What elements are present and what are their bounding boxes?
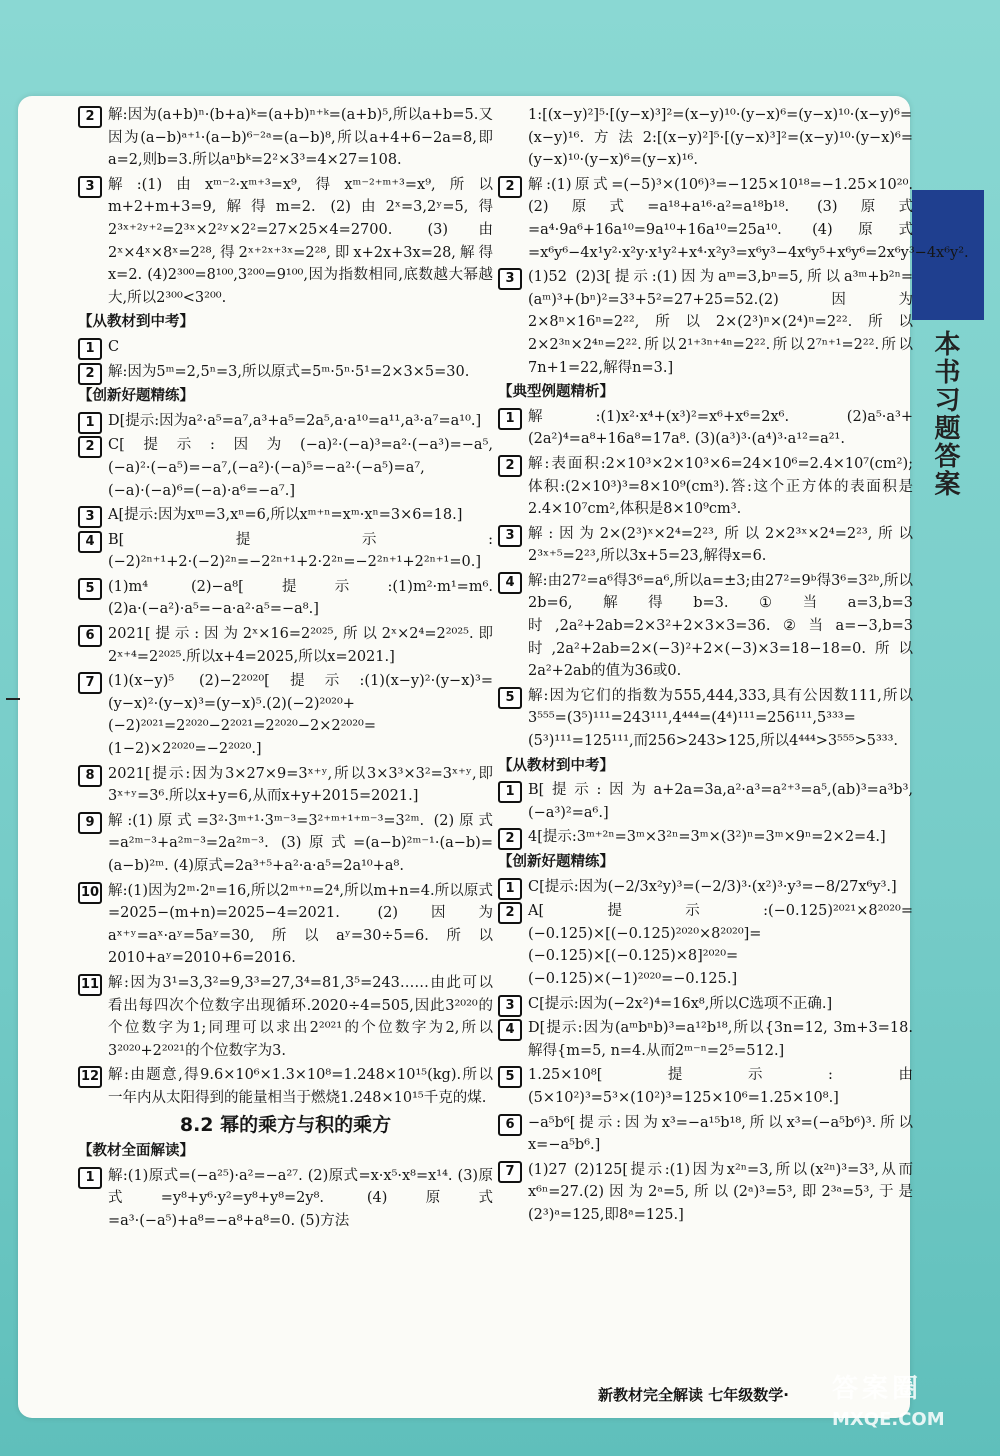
item-number: 4 [498, 1019, 522, 1041]
item-number: 2 [498, 455, 522, 477]
answer-text: 解:因为它们的指数为555,444,333,具有公因数111,所以3⁵⁵⁵=(3⁵)¹¹¹=243¹¹¹,4⁴⁴⁴=(4⁴)¹¹¹=256¹¹¹,5³³³=(5³)¹¹¹=125¹¹¹,而256>243>125,所以4⁴⁴⁴>3⁵⁵⁵>5³³³. [528, 687, 913, 750]
answer-item [78, 810, 493, 878]
answer-text: (1)27 (2)125[提示:(1)因为x²ⁿ=3,所以(x²ⁿ)³=3³,从而x⁶ⁿ=27.(2)因为2ᵃ=5,所以(2ᵃ)³=5³,即2³ᵃ=5³,于是(2³)ᵃ=125,即8ᵃ=125.] [528, 1161, 913, 1223]
item-number: 1 [78, 1167, 102, 1189]
item-number: 1 [498, 408, 522, 430]
answer-item [498, 900, 913, 990]
item-number: 4 [78, 531, 102, 553]
item-number: 2 [498, 902, 522, 924]
item-number: 5 [498, 1066, 522, 1088]
answer-text: A[提示:因为xᵐ=3,xⁿ=6,所以xᵐ⁺ⁿ=xᵐ·xⁿ=3×6=18.] [108, 507, 463, 524]
section-heading: 【创新好题精练】 [498, 854, 614, 870]
answer-text: 2021[提示:因为2ˣ×16=2²⁰²⁵,所以2ˣ×2⁴=2²⁰²⁵.即2ˣ⁺⁴=2²⁰²⁵.所以x+4=2025,所以x=2021.] [108, 626, 493, 665]
answer-text: B[提示:因为a+2a=3a,a²·a³=a²⁺³=a⁵,(ab)³=a³b³,(−a³)²=a⁶.] [528, 782, 913, 821]
answer-text: (1)m⁴ (2)−a⁸[提示:(1)m²·m¹=m⁶.(2)a·(−a²)·a⁵=−a·a²·a⁵=−a⁸.] [108, 578, 493, 618]
side-tab-label: 本书习题答案 [930, 330, 960, 498]
item-number: 2 [498, 176, 522, 198]
item-number: 3 [78, 506, 102, 528]
answer-text: 解:表面积:2×10³×2×10³×6=24×10⁶=2.4×10⁷(cm²);体积:(2×10³)³=8×10⁹(cm³).答:这个正方体的表面积是2.4×10⁷cm²,体积是8×10⁹cm³. [528, 455, 913, 518]
item-number: 3 [498, 995, 522, 1017]
answer-item [78, 1064, 493, 1109]
item-number: 4 [498, 572, 522, 594]
margin-mark [6, 698, 20, 700]
answer-text: 解:因为2×(2³)ˣ×2⁴=2²³,所以2×2³ˣ×2⁴=2²³,所以2³ˣ⁺⁵=2²³,所以3x+5=23,解得x=6. [528, 525, 913, 565]
answer-item [498, 1017, 913, 1062]
item-number: 5 [498, 687, 522, 709]
answer-item [498, 266, 913, 379]
item-number: 6 [78, 625, 102, 647]
answer-text: C[提示:因为(−2x²)⁴=16x⁸,所以C选项不正确.] [528, 995, 833, 1012]
answer-item [498, 570, 913, 683]
answer-text: C[提示:因为(−2/3x²y)³=(−2/3)³·(x²)³·y³=−8/27x⁶y³.] [528, 878, 897, 895]
answer-item [78, 410, 493, 433]
section-heading: 【从教材到中考】 [78, 314, 194, 331]
answer-text: −a⁵b⁶[提示:因为x³=−a¹⁵b¹⁸,所以x³=(−a⁵b⁶)³.所以x=−a⁵b⁶.] [528, 1114, 913, 1154]
answer-text: 解:因为3¹=3,3²=9,3³=27,3⁴=81,3⁵=243……由此可以看出每四次个位数字出现循环.2020÷4=505,因此3²⁰²⁰的个位数字为1;同理可以求出2²⁰²¹的个位数字为2,所以3²⁰²⁰+2²⁰²¹的个位数字为3. [108, 974, 493, 1059]
section-heading: 【教材全面解读】 [78, 1143, 194, 1160]
answer-text: 解:(1)由xᵐ⁻²·xᵐ⁺³=x⁹,得xᵐ⁻²⁺ᵐ⁺³=x⁹,所以m+2+m+3=9,解得m=2. (2)由2ˣ=3,2ʸ=5,得2³ˣ⁺²ʸ⁺²=2³ˣ×2²ʸ×2²=27×25×4=2700. (3)由2ˣ×4ˣ×8ˣ=2²⁸,得2ˣ⁺²ˣ⁺³ˣ=2²⁸,即x+2x+3x=28,解得x=2. (4)2³⁰⁰=8¹⁰⁰,3²⁰⁰=9¹⁰⁰,因为指数相同,底数越大幂越大,所以2³⁰⁰<3²⁰⁰. [108, 176, 493, 306]
answer-item [498, 1159, 913, 1227]
answer-text: (1)52 (2)3[提示:(1)因为aᵐ=3,bⁿ=5,所以a³ᵐ+b²ⁿ=(aᵐ)³+(bⁿ)²=3³+5²=27+25=52.(2)因为2×8ⁿ×16ⁿ=2²²,所以2×(2³)ⁿ×(2⁴)ⁿ=2²².所以2×2³ⁿ×2⁴ⁿ=2²².所以2¹⁺³ⁿ⁺⁴ⁿ=2²².所以2⁷ⁿ⁺¹=2²².所以7n+1=22,解得n=3.] [528, 269, 913, 376]
chapter-title: 8.2 幂的乘方与积的乘方 [179, 1113, 392, 1136]
answer-item [498, 876, 913, 899]
section-heading: 【从教材到中考】 [498, 757, 614, 774]
answer-text: 4[提示:3ᵐ⁺²ⁿ=3ᵐ×3²ⁿ=3ᵐ×(3²)ⁿ=3ᵐ×9ⁿ=2×2=4.] [528, 829, 886, 846]
item-number: 6 [498, 1114, 522, 1136]
item-number: 7 [498, 1161, 522, 1183]
answer-item [78, 670, 493, 760]
answer-continuation [498, 104, 913, 172]
answer-text: 解:(1)因为2ᵐ·2ⁿ=16,所以2ᵐ⁺ⁿ=2⁴,所以m+n=4.所以原式=2025−(m+n)=2025−4=2021. (2)因为aˣ⁺ʸ=aˣ·aʸ=5aʸ=30,所以aʸ=30÷5=6.所以2010+aʸ=2010+6=2016. [108, 882, 493, 967]
answer-item [78, 104, 493, 172]
answer-text: 解:因为5ᵐ=2,5ⁿ=3,所以原式=5ᵐ·5ⁿ·5¹=2×3×5=30. [108, 363, 470, 380]
item-number: 8 [78, 765, 102, 787]
answer-text: D[提示:因为a²·a⁵=a⁷,a³+a⁵=2a⁵,a·a¹⁰=a¹¹,a³·a⁷=a¹⁰.] [108, 412, 482, 429]
answer-item [78, 972, 493, 1062]
item-number: 7 [78, 672, 102, 694]
answer-item [78, 880, 493, 970]
answer-item [498, 453, 913, 521]
answer-item [498, 779, 913, 824]
answer-text: 2021[提示:因为3×27×9=3ˣ⁺ʸ,所以3×3³×3²=3ˣ⁺ʸ,即3ˣ⁺ʸ=3⁶.所以x+y=6,从而x+y+2015=2021.] [108, 765, 493, 805]
item-number: 3 [498, 525, 522, 547]
item-number: 11 [78, 974, 102, 996]
answer-item [78, 529, 493, 574]
item-number: 3 [78, 176, 102, 198]
answer-item [78, 434, 493, 502]
answer-text: B[提示:(−2)²ⁿ⁺¹+2·(−2)²ⁿ=−2²ⁿ⁺¹+2·2²ⁿ=−2²ⁿ⁺¹+2²ⁿ⁺¹=0.] [108, 531, 493, 571]
watermark-url: MXQE.COM [832, 1409, 945, 1430]
answer-text: 解:(1)原式=(−5)³×(10⁶)³=−125×10¹⁸=−1.25×10²⁰. (2)原式=a¹⁸+a¹⁶·a²=a¹⁸b¹⁸. (3)原式=a⁴·9a⁶+16a¹⁰=9a¹⁰+16a¹⁰=25a¹⁰. (4)原式=x⁶y⁶−4x¹y²·x²y·x¹y²+x⁴·x²y³=x⁶y³−4x⁶y⁵+x⁶y⁶=2x⁶y³−4x⁶y². [528, 176, 969, 261]
answer-text: C [108, 338, 120, 355]
answer-text: A[提示:(−0.125)²⁰²¹×8²⁰²⁰=(−0.125)×[(−0.125)²⁰²⁰×8²⁰²⁰]=(−0.125)×[(−0.125)×8]²⁰²⁰=(−0.125)×(−1)²⁰²⁰=−0.125.] [528, 903, 913, 987]
answer-text: C[提示:因为(−a)²·(−a)³=a²·(−a³)=−a⁵,(−a)²·(−a⁵)=−a⁷,(−a²)·(−a)⁵=−a²·(−a⁵)=a⁷,(−a)·(−a)⁶=(−a)·a⁶=−a⁷.] [108, 437, 493, 499]
answer-item [498, 685, 913, 753]
answer-item [498, 406, 913, 451]
item-number: 2 [498, 828, 522, 850]
left-column [78, 104, 493, 1235]
answer-item [498, 523, 913, 568]
answer-item [78, 504, 493, 527]
section-heading: 【典型例题精析】 [498, 384, 614, 401]
answer-item [78, 1165, 493, 1233]
answer-item [498, 993, 913, 1016]
answer-item [498, 1064, 913, 1109]
answer-item [78, 763, 493, 808]
answer-item [498, 1112, 913, 1157]
answer-text: (1)(x−y)⁵ (2)−2²⁰²⁰[提示:(1)(x−y)²·(y−x)³=(y−x)²·(y−x)³=(y−x)⁵.(2)(−2)²⁰²⁰+(−2)²⁰²¹=2²⁰²⁰−2²⁰²¹=2²⁰²⁰−2×2²⁰²⁰=(1−2)×2²⁰²⁰=−2²⁰²⁰.] [108, 673, 493, 758]
watermark-title: 答案圈 [832, 1374, 923, 1404]
item-number: 3 [498, 268, 522, 290]
item-number: 1 [78, 412, 102, 434]
answer-text: 解:由27²=a⁶得3⁶=a⁶,所以a=±3;由27²=9ᵇ得3⁶=3²ᵇ,所以2b=6,解得b=3.①当a=3,b=3时,2a²+2ab=2×3²+2×3×3=36.②当a=−3,b=3时,2a²+2ab=2×(−3)²+2×(−3)×3=18−18=0.所以2a²+2ab的值为36或0. [528, 572, 913, 680]
answer-item [78, 623, 493, 668]
page-footer: 新教材完全解读 七年级数学· [598, 1386, 789, 1404]
item-number: 2 [78, 363, 102, 385]
answer-item [498, 826, 913, 849]
answer-item [78, 174, 493, 310]
item-number: 2 [78, 436, 102, 458]
answer-text: 1.25×10⁸[提示:由(5×10²)³=5³×(10²)³=125×10⁶=1.25×10⁸.] [528, 1067, 913, 1106]
answer-text: 解:由题意,得9.6×10⁶×1.3×10⁸=1.248×10¹⁵(kg).所以一年内从太阳得到的能量相当于燃烧1.248×10¹⁵千克的煤. [108, 1067, 493, 1106]
answer-text: 解:(1)原式=3²·3ᵐ⁺¹·3ᵐ⁻³=3²⁺ᵐ⁺¹⁺ᵐ⁻³=3²ᵐ. (2)原式=a²ᵐ⁻³+a²ᵐ⁻³=2a²ᵐ⁻³. (3)原式=(a−b)²ᵐ⁻¹·(a−b)=(a−b)²ᵐ. (4)原式=2a³⁺⁵+a²·a·a⁵=2a¹⁰+a⁸. [108, 812, 493, 874]
item-number: 9 [78, 812, 102, 834]
item-number: 2 [78, 106, 102, 128]
item-number: 1 [498, 781, 522, 803]
item-number: 12 [78, 1066, 102, 1088]
answer-item [78, 361, 493, 384]
item-number: 5 [78, 578, 102, 600]
section-heading: 【创新好题精练】 [78, 388, 194, 405]
answer-text: 解:因为(a+b)ⁿ·(b+a)ᵏ=(a+b)ⁿ⁺ᵏ=(a+b)⁵,所以a+b=5.又因为(a−b)ᵃ⁺¹·(a−b)⁶⁻²ᵃ=(a−b)⁸,所以a+4+6−2a=8,即a=2,则b=3.所以aⁿbᵏ=2²×3³=4×27=108. [108, 107, 493, 169]
answer-item [78, 576, 493, 621]
answer-text: 解:(1)原式=(−a²⁵)·a²=−a²⁷. (2)原式=x·x⁵·x⁸=x¹⁴. (3)原式=y⁸+y⁶·y²=y⁸+y⁸=2y⁸. (4)原式=a³·(−a⁵)+a⁸=−a⁸+a⁸=0. (5)方法 [108, 1167, 493, 1229]
answer-text: D[提示:因为(aᵐbⁿb)³=a¹²b¹⁸,所以{3n=12, 3m+3=18.解得{m=5, n=4.从而2ᵐ⁻ⁿ=2⁵=512.] [528, 1020, 913, 1059]
watermark-logo [832, 1368, 992, 1452]
answer-item [78, 336, 493, 359]
item-number: 1 [78, 338, 102, 360]
answer-text: 1:[(x−y)²]⁵·[(y−x)³]²=(x−y)¹⁰·(y−x)⁶=(y−x)¹⁰·(x−y)⁶=(x−y)¹⁶.方法2:[(x−y)²]⁵·[(y−x)³]²=(x−y)¹⁰·(y−x)⁶=(y−x)¹⁰·(y−x)⁶=(y−x)¹⁶. [528, 107, 913, 169]
item-number: 10 [78, 882, 102, 904]
answer-text: 解:(1)x²·x⁴+(x³)²=x⁶+x⁶=2x⁶. (2)a⁵·a³+(2a²)⁴=a⁸+16a⁸=17a⁸. (3)(a³)³·(a⁴)³·a¹²=a²¹. [528, 408, 913, 448]
item-number: 1 [498, 878, 522, 900]
answer-item [498, 174, 969, 264]
